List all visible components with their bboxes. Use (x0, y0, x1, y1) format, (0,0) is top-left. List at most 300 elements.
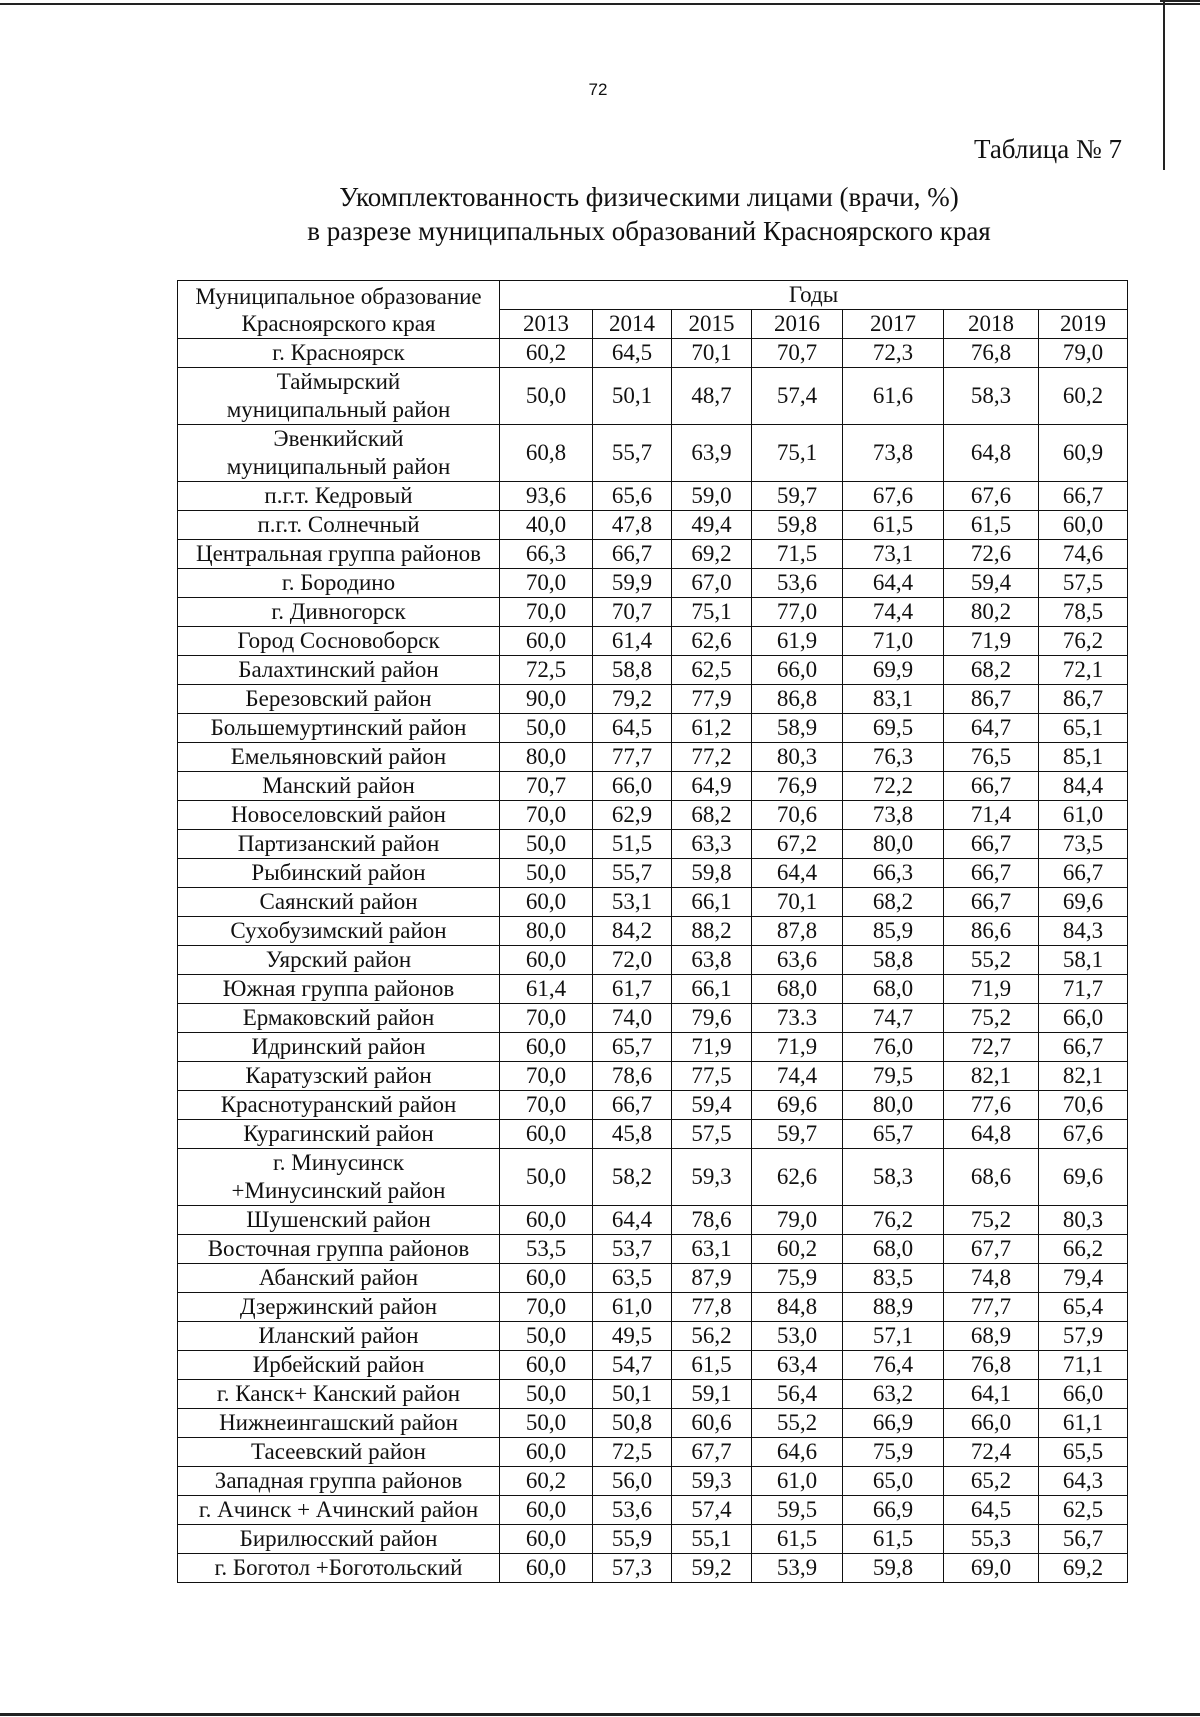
region-name-line: Идринский район (251, 1034, 426, 1059)
table-row (178, 627, 1128, 656)
value-cell: 83,1 (843, 685, 944, 714)
scan-edge-corner (1160, 0, 1200, 2)
value-cell: 86,7 (1039, 685, 1128, 714)
table-row (178, 1091, 1128, 1120)
value-cell: 75,9 (843, 1438, 944, 1467)
value-cell: 45,8 (593, 1120, 672, 1149)
value-cell: 63,1 (672, 1235, 752, 1264)
value-cell: 57,9 (1039, 1322, 1128, 1351)
value-cell: 64,5 (944, 1496, 1039, 1525)
value-cell: 54,7 (593, 1351, 672, 1380)
value-cell: 72,0 (593, 946, 672, 975)
value-cell: 76,0 (843, 1033, 944, 1062)
value-cell: 55,3 (944, 1525, 1039, 1554)
value-cell: 64,4 (752, 859, 843, 888)
value-cell: 67,6 (944, 482, 1039, 511)
value-cell: 70,0 (500, 569, 593, 598)
value-cell: 84,4 (1039, 772, 1128, 801)
value-cell: 59,3 (672, 1149, 752, 1206)
region-name-line: Новоселовский район (231, 802, 446, 827)
region-name (178, 1554, 500, 1583)
value-cell: 60,0 (500, 946, 593, 975)
value-cell: 88,2 (672, 917, 752, 946)
region-name (178, 685, 500, 714)
value-cell: 66,3 (500, 540, 593, 569)
region-name (178, 772, 500, 801)
value-cell: 65,1 (1039, 714, 1128, 743)
region-name (178, 1380, 500, 1409)
table-row (178, 859, 1128, 888)
region-name (178, 1062, 500, 1091)
value-cell: 73,5 (1039, 830, 1128, 859)
value-cell: 71,7 (1039, 975, 1128, 1004)
table-row (178, 368, 1128, 425)
value-cell: 66,7 (1039, 859, 1128, 888)
value-cell: 68,2 (944, 656, 1039, 685)
value-cell: 70,7 (752, 339, 843, 368)
value-cell: 71,5 (752, 540, 843, 569)
value-cell: 57,4 (752, 368, 843, 425)
value-cell: 60,0 (500, 1206, 593, 1235)
value-cell: 82,1 (1039, 1062, 1128, 1091)
value-cell: 63,5 (593, 1264, 672, 1293)
region-name-line: Манский район (262, 773, 415, 798)
value-cell: 73,8 (843, 801, 944, 830)
value-cell: 60,0 (500, 1438, 593, 1467)
value-cell: 61,1 (1039, 1409, 1128, 1438)
value-cell: 61,4 (593, 627, 672, 656)
value-cell: 66,1 (672, 975, 752, 1004)
region-name (178, 627, 500, 656)
value-cell: 64,4 (593, 1206, 672, 1235)
value-cell: 70,6 (1039, 1091, 1128, 1120)
value-cell: 70,7 (593, 598, 672, 627)
region-name (178, 598, 500, 627)
value-cell: 66,0 (944, 1409, 1039, 1438)
value-cell: 79,5 (843, 1062, 944, 1091)
value-cell: 70,0 (500, 1062, 593, 1091)
region-name-line: Абанский район (258, 1265, 419, 1290)
region-name-line: г. Боготол +Боготольский (214, 1555, 463, 1580)
value-cell: 69,2 (1039, 1554, 1128, 1583)
value-cell: 59,8 (672, 859, 752, 888)
region-name-line: г. Красноярск (272, 340, 405, 365)
value-cell: 49,5 (593, 1322, 672, 1351)
value-cell: 70,0 (500, 801, 593, 830)
region-name (178, 975, 500, 1004)
value-cell: 73,1 (843, 540, 944, 569)
value-cell: 76,2 (1039, 627, 1128, 656)
value-cell: 68,0 (843, 1235, 944, 1264)
value-cell: 62,5 (672, 656, 752, 685)
value-cell: 66,9 (843, 1409, 944, 1438)
value-cell: 58,8 (593, 656, 672, 685)
table-row (178, 1438, 1128, 1467)
header-region (178, 281, 500, 339)
value-cell: 71,9 (752, 1033, 843, 1062)
value-cell: 55,2 (752, 1409, 843, 1438)
region-name (178, 1467, 500, 1496)
region-name-line: Ермаковский район (242, 1005, 435, 1030)
region-name (178, 1438, 500, 1467)
value-cell: 69,0 (944, 1554, 1039, 1583)
value-cell: 61,0 (752, 1467, 843, 1496)
table-row (178, 772, 1128, 801)
value-cell: 71,0 (843, 627, 944, 656)
value-cell: 68,0 (752, 975, 843, 1004)
value-cell: 51,5 (593, 830, 672, 859)
value-cell: 59,1 (672, 1380, 752, 1409)
region-name-line: Уярский район (265, 947, 412, 972)
value-cell: 60,2 (500, 1467, 593, 1496)
value-cell: 63,4 (752, 1351, 843, 1380)
value-cell: 72,2 (843, 772, 944, 801)
header-year: 2013 (500, 310, 593, 339)
region-name (178, 859, 500, 888)
table-row (178, 1496, 1128, 1525)
value-cell: 56,4 (752, 1380, 843, 1409)
value-cell: 90,0 (500, 685, 593, 714)
region-name (178, 1496, 500, 1525)
value-cell: 65,7 (593, 1033, 672, 1062)
value-cell: 58,3 (944, 368, 1039, 425)
region-name-line: Рыбинский район (251, 860, 426, 885)
value-cell: 55,7 (593, 859, 672, 888)
header-year: 2018 (944, 310, 1039, 339)
region-name-line: +Минусинский район (231, 1178, 446, 1203)
value-cell: 77,0 (752, 598, 843, 627)
value-cell: 66,7 (1039, 482, 1128, 511)
region-name-line: Дзержинский район (239, 1294, 438, 1319)
region-name-line: г. Минусинск (272, 1150, 405, 1175)
value-cell: 60,0 (500, 1264, 593, 1293)
header-year: 2019 (1039, 310, 1128, 339)
value-cell: 75,2 (944, 1206, 1039, 1235)
value-cell: 86,8 (752, 685, 843, 714)
value-cell: 66,0 (1039, 1380, 1128, 1409)
value-cell: 53,6 (593, 1496, 672, 1525)
value-cell: 76,8 (944, 1351, 1039, 1380)
table-row (178, 1206, 1128, 1235)
region-name-line: г. Дивногорск (271, 599, 406, 624)
table-row (178, 1293, 1128, 1322)
value-cell: 71,1 (1039, 1351, 1128, 1380)
value-cell: 62,6 (672, 627, 752, 656)
table-row (178, 425, 1128, 482)
value-cell: 70,0 (500, 598, 593, 627)
value-cell: 62,5 (1039, 1496, 1128, 1525)
value-cell: 63,3 (672, 830, 752, 859)
value-cell: 64,7 (944, 714, 1039, 743)
value-cell: 69,6 (1039, 1149, 1128, 1206)
value-cell: 70,0 (500, 1091, 593, 1120)
value-cell: 59,9 (593, 569, 672, 598)
value-cell: 78,5 (1039, 598, 1128, 627)
table-row (178, 917, 1128, 946)
table-row (178, 540, 1128, 569)
value-cell: 61,5 (672, 1351, 752, 1380)
value-cell: 71,9 (672, 1033, 752, 1062)
value-cell: 58,2 (593, 1149, 672, 1206)
region-name-line: Шушенский район (246, 1207, 431, 1232)
value-cell: 40,0 (500, 511, 593, 540)
value-cell: 53,7 (593, 1235, 672, 1264)
header-year: 2017 (843, 310, 944, 339)
value-cell: 63,9 (672, 425, 752, 482)
region-name-line: Балахтинский район (238, 657, 439, 682)
value-cell: 73,8 (843, 425, 944, 482)
value-cell: 57,3 (593, 1554, 672, 1583)
value-cell: 60,0 (500, 627, 593, 656)
page-number-text: 72 (588, 80, 608, 99)
value-cell: 84,3 (1039, 917, 1128, 946)
value-cell: 72,4 (944, 1438, 1039, 1467)
region-name-line: Партизанский район (237, 831, 440, 856)
value-cell: 71,4 (944, 801, 1039, 830)
value-cell: 75,1 (752, 425, 843, 482)
value-cell: 76,3 (843, 743, 944, 772)
value-cell: 60,2 (500, 339, 593, 368)
value-cell: 59,7 (752, 482, 843, 511)
value-cell: 74,4 (843, 598, 944, 627)
value-cell: 76,4 (843, 1351, 944, 1380)
value-cell: 77,9 (672, 685, 752, 714)
value-cell: 59,4 (672, 1091, 752, 1120)
value-cell: 75,1 (672, 598, 752, 627)
value-cell: 63,6 (752, 946, 843, 975)
value-cell: 74,4 (752, 1062, 843, 1091)
value-cell: 60,6 (672, 1409, 752, 1438)
region-name (178, 425, 500, 482)
region-name (178, 801, 500, 830)
value-cell: 53,1 (593, 888, 672, 917)
value-cell: 66,2 (1039, 1235, 1128, 1264)
value-cell: 87,8 (752, 917, 843, 946)
value-cell: 64,9 (672, 772, 752, 801)
value-cell: 50,1 (593, 1380, 672, 1409)
value-cell: 50,0 (500, 1380, 593, 1409)
table-row (178, 1264, 1128, 1293)
value-cell: 80,0 (500, 743, 593, 772)
region-name (178, 1525, 500, 1554)
region-name (178, 1322, 500, 1351)
region-name-line: Краснотуранский район (220, 1092, 457, 1117)
value-cell: 87,9 (672, 1264, 752, 1293)
value-cell: 80,0 (843, 830, 944, 859)
region-name-line: Березовский район (245, 686, 432, 711)
region-name-line: г. Ачинск + Ачинский район (198, 1497, 479, 1522)
region-name (178, 1293, 500, 1322)
value-cell: 70,1 (672, 339, 752, 368)
value-cell: 78,6 (593, 1062, 672, 1091)
value-cell: 79,6 (672, 1004, 752, 1033)
value-cell: 53,9 (752, 1554, 843, 1583)
value-cell: 66,7 (944, 772, 1039, 801)
value-cell: 57,1 (843, 1322, 944, 1351)
value-cell: 67,7 (672, 1438, 752, 1467)
region-name-line: г. Бородино (281, 570, 396, 595)
value-cell: 66,1 (672, 888, 752, 917)
region-name-line: Нижнеингашский район (219, 1410, 458, 1435)
value-cell: 79,4 (1039, 1264, 1128, 1293)
value-cell: 61,2 (672, 714, 752, 743)
value-cell: 65,6 (593, 482, 672, 511)
table-row (178, 1525, 1128, 1554)
region-name (178, 569, 500, 598)
value-cell: 61,0 (593, 1293, 672, 1322)
region-name-line: Город Сосновоборск (237, 628, 440, 653)
value-cell: 59,5 (752, 1496, 843, 1525)
value-cell: 66,7 (1039, 1033, 1128, 1062)
value-cell: 48,7 (672, 368, 752, 425)
table-row (178, 1062, 1128, 1091)
value-cell: 49,4 (672, 511, 752, 540)
region-name-line: Иланский район (258, 1323, 419, 1348)
value-cell: 67,2 (752, 830, 843, 859)
value-cell: 83,5 (843, 1264, 944, 1293)
region-name (178, 1091, 500, 1120)
value-cell: 58,8 (843, 946, 944, 975)
region-name (178, 482, 500, 511)
table-row (178, 511, 1128, 540)
value-cell: 76,5 (944, 743, 1039, 772)
value-cell: 71,9 (944, 975, 1039, 1004)
value-cell: 60,2 (1039, 368, 1128, 425)
region-name-line: Каратузский район (245, 1063, 432, 1088)
table-row (178, 1554, 1128, 1583)
value-cell: 69,9 (843, 656, 944, 685)
table-row (178, 1467, 1128, 1496)
value-cell: 86,6 (944, 917, 1039, 946)
table-row (178, 1033, 1128, 1062)
value-cell: 68,2 (843, 888, 944, 917)
header-region-line-2: Красноярского края (241, 310, 436, 336)
value-cell: 77,7 (593, 743, 672, 772)
value-cell: 68,6 (944, 1149, 1039, 1206)
value-cell: 58,9 (752, 714, 843, 743)
table-row (178, 339, 1128, 368)
region-name-line: Саянский район (259, 889, 418, 914)
region-name (178, 1409, 500, 1438)
value-cell: 60,0 (1039, 511, 1128, 540)
value-cell: 74,8 (944, 1264, 1039, 1293)
value-cell: 57,5 (672, 1120, 752, 1149)
region-name (178, 656, 500, 685)
header-year: 2014 (593, 310, 672, 339)
value-cell: 61,4 (500, 975, 593, 1004)
region-name-line: Западная группа районов (214, 1468, 463, 1493)
value-cell: 63,8 (672, 946, 752, 975)
region-name-line: Ирбейский район (252, 1352, 425, 1377)
value-cell: 60,8 (500, 425, 593, 482)
value-cell: 69,6 (1039, 888, 1128, 917)
value-cell: 66,7 (944, 859, 1039, 888)
table-row (178, 1120, 1128, 1149)
value-cell: 58,1 (1039, 946, 1128, 975)
value-cell: 59,8 (843, 1554, 944, 1583)
value-cell: 69,6 (752, 1091, 843, 1120)
value-cell: 76,8 (944, 339, 1039, 368)
value-cell: 72,3 (843, 339, 944, 368)
value-cell: 70,0 (500, 1004, 593, 1033)
table-row (178, 1004, 1128, 1033)
value-cell: 60,0 (500, 1496, 593, 1525)
value-cell: 64,5 (593, 714, 672, 743)
value-cell: 60,0 (500, 1351, 593, 1380)
region-name (178, 1120, 500, 1149)
region-name-line: п.г.т. Кедровый (264, 483, 413, 508)
region-name (178, 714, 500, 743)
value-cell: 50,0 (500, 1322, 593, 1351)
region-name-line: Центральная группа районов (195, 541, 482, 566)
value-cell: 66,7 (944, 888, 1039, 917)
value-cell: 66,0 (752, 656, 843, 685)
value-cell: 50,0 (500, 1149, 593, 1206)
value-cell: 74,6 (1039, 540, 1128, 569)
region-name (178, 1206, 500, 1235)
value-cell: 80,0 (843, 1091, 944, 1120)
value-cell: 64,6 (752, 1438, 843, 1467)
value-cell: 56,0 (593, 1467, 672, 1496)
table-row (178, 1380, 1128, 1409)
region-name (178, 540, 500, 569)
value-cell: 67,6 (1039, 1120, 1128, 1149)
value-cell: 58,3 (843, 1149, 944, 1206)
value-cell: 66,3 (843, 859, 944, 888)
region-name-line: Большемуртинский район (210, 715, 467, 740)
table-body (178, 339, 1128, 1583)
value-cell: 86,7 (944, 685, 1039, 714)
value-cell: 50,0 (500, 714, 593, 743)
value-cell: 65,5 (1039, 1438, 1128, 1467)
value-cell: 59,8 (752, 511, 843, 540)
region-name (178, 1149, 500, 1206)
value-cell: 82,1 (944, 1062, 1039, 1091)
header-year: 2015 (672, 310, 752, 339)
region-name-line: муниципальный район (226, 454, 451, 479)
value-cell: 84,2 (593, 917, 672, 946)
region-name (178, 1004, 500, 1033)
value-cell: 77,7 (944, 1293, 1039, 1322)
value-cell: 69,5 (843, 714, 944, 743)
value-cell: 80,3 (1039, 1206, 1128, 1235)
value-cell: 70,0 (500, 1293, 593, 1322)
value-cell: 57,5 (1039, 569, 1128, 598)
value-cell: 80,2 (944, 598, 1039, 627)
table-row (178, 598, 1128, 627)
value-cell: 72,7 (944, 1033, 1039, 1062)
value-cell: 65,4 (1039, 1293, 1128, 1322)
value-cell: 75,2 (944, 1004, 1039, 1033)
value-cell: 66,0 (1039, 1004, 1128, 1033)
table-title (170, 180, 1128, 248)
value-cell: 55,7 (593, 425, 672, 482)
region-name-line: Южная группа районов (222, 976, 455, 1001)
value-cell: 60,0 (500, 1554, 593, 1583)
value-cell: 50,0 (500, 859, 593, 888)
region-name-line: муниципальный район (226, 397, 451, 422)
region-name (178, 1033, 500, 1062)
value-cell: 56,2 (672, 1322, 752, 1351)
region-name (178, 946, 500, 975)
value-cell: 76,9 (752, 772, 843, 801)
value-cell: 66,0 (593, 772, 672, 801)
table-number: Таблица № 7 (974, 134, 1122, 164)
table-row (178, 830, 1128, 859)
value-cell: 79,0 (1039, 339, 1128, 368)
value-cell: 78,6 (672, 1206, 752, 1235)
value-cell: 77,8 (672, 1293, 752, 1322)
